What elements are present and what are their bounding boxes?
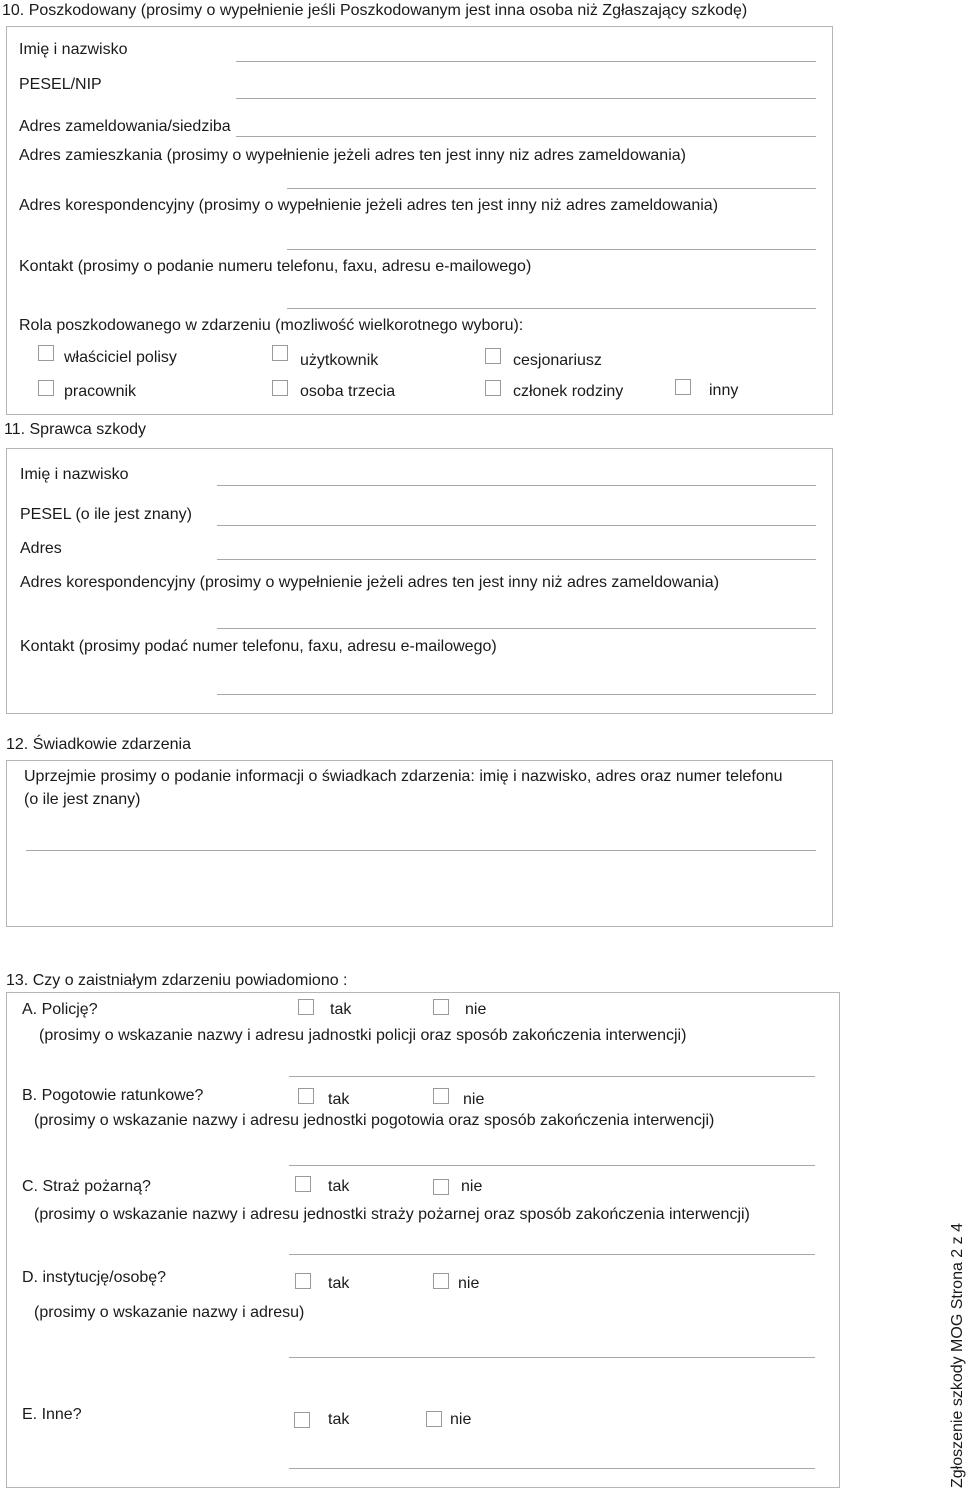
s10-corr-label: Adres korespondencyjny (prosimy o wypełnienie jeżeli adres ten jest inny niż adres zameldowania) [19,197,719,214]
s13-a-tak: tak [330,1001,352,1018]
section-13-box [6,992,840,1488]
opt-uzytkownik: użytkownik [300,352,379,369]
s13-c-note: (prosimy o wskazanie nazwy i adresu jednostki straży pożarnej oraz sposób zakończenia interwencji) [34,1206,750,1223]
s12-text-line1: Uprzejmie prosimy o podanie informacji o świadkach zdarzenia: imię i nazwisko, adres oraz numer telefonu [24,768,783,785]
checkbox-osoba-trzecia[interactable] [272,380,288,396]
opt-osoba-trzecia: osoba trzecia [300,383,396,400]
opt-cesjonariusz: cesjonariusz [513,352,602,369]
checkbox-inny[interactable] [675,379,691,395]
s13-e-field[interactable] [289,1468,815,1469]
s11-corr-field[interactable] [217,628,816,629]
s11-contact-field[interactable] [217,694,816,695]
s11-address-field[interactable] [217,559,816,560]
s10-residence-label: Adres zamieszkania (prosimy o wypełnienie jeżeli adres ten jest inny niz adres zameldowania) [19,147,686,164]
s13-e-tak: tak [328,1411,350,1428]
s10-role-label: Rola poszkodowanego w zdarzeniu (mozliwość wielkorotnego wyboru): [19,317,524,334]
checkbox-e-tak[interactable] [294,1412,310,1428]
s13-c-nie: nie [461,1178,483,1195]
s10-pesel-field[interactable] [236,98,816,99]
s13-d-label: D. instytucję/osobę? [22,1269,167,1286]
opt-inny: inny [709,382,739,399]
s10-contact-label: Kontakt (prosimy o podanie numeru telefonu, faxu, adresu e-mailowego) [19,258,532,275]
s13-d-nie: nie [458,1275,480,1292]
s10-pesel-label: PESEL/NIP [19,76,102,93]
s13-a-note: (prosimy o wskazanie nazwy i adresu jadnostki policji oraz sposób zakończenia interwencji) [39,1027,687,1044]
s10-contact-field[interactable] [287,308,816,309]
page-footer-vertical: Zgłoszenie szkody MOG Strona 2 z 4 [949,1223,966,1488]
s11-name-field[interactable] [217,485,816,486]
checkbox-uzytkownik[interactable] [272,345,288,361]
s13-d-tak: tak [328,1275,350,1292]
checkbox-pracownik[interactable] [38,380,54,396]
checkbox-c-tak[interactable] [295,1176,311,1192]
checkbox-a-nie[interactable] [433,999,449,1015]
s10-corr-field[interactable] [287,249,816,250]
s11-contact-label: Kontakt (prosimy podać numer telefonu, faxu, adresu e-mailowego) [20,638,497,655]
s10-name-label: Imię i nazwisko [19,41,128,58]
s11-pesel-label: PESEL (o ile jest znany) [20,506,192,523]
s10-address-label: Adres zameldowania/siedziba [19,118,231,135]
s11-address-label: Adres [20,540,62,557]
s13-b-field[interactable] [289,1165,815,1166]
s12-text-line2: (o ile jest znany) [24,791,141,808]
checkbox-b-tak[interactable] [298,1088,314,1104]
s13-d-note: (prosimy o wskazanie nazwy i adresu) [34,1304,305,1321]
section-11-title: 11. Sprawca szkody [4,421,146,438]
opt-pracownik: pracownik [64,383,137,400]
opt-czlonek-rodziny: członek rodziny [513,383,624,400]
section-12-title: 12. Świadkowie zdarzenia [6,736,191,753]
checkbox-a-tak[interactable] [298,999,314,1015]
s10-residence-field[interactable] [287,188,816,189]
s10-address-field[interactable] [236,136,816,137]
s13-b-nie: nie [463,1091,485,1108]
s11-corr-label: Adres korespondencyjny (prosimy o wypełnienie jeżeli adres ten jest inny niż adres zameldowania) [20,574,720,591]
s13-c-label: C. Straż pożarną? [22,1178,151,1195]
checkbox-wlasciciel-polisy[interactable] [38,345,54,361]
s13-e-nie: nie [450,1411,472,1428]
opt-wlasciciel-polisy: właściciel polisy [64,349,177,366]
s13-a-nie: nie [465,1001,487,1018]
s13-e-label: E. Inne? [22,1406,82,1423]
s13-a-label: A. Policję? [22,1001,98,1018]
section-13-title: 13. Czy o zaistniałym zdarzeniu powiadomiono : [6,972,348,989]
s13-a-field[interactable] [289,1076,815,1077]
section-10-title: 10. Poszkodowany (prosimy o wypełnienie jeśli Poszkodowanym jest inna osoba niż Zgłaszający szkodę) [2,2,748,19]
checkbox-d-tak[interactable] [295,1273,311,1289]
checkbox-c-nie[interactable] [433,1179,449,1195]
s13-d-field[interactable] [289,1357,815,1358]
s10-name-field[interactable] [236,61,816,62]
checkbox-d-nie[interactable] [433,1273,449,1289]
s13-c-field[interactable] [289,1254,815,1255]
s11-name-label: Imię i nazwisko [20,466,129,483]
s13-b-note: (prosimy o wskazanie nazwy i adresu jednostki pogotowia oraz sposób zakończenia interwencji) [34,1112,715,1129]
s11-pesel-field[interactable] [217,525,816,526]
checkbox-b-nie[interactable] [433,1088,449,1104]
checkbox-cesjonariusz[interactable] [485,348,501,364]
s13-c-tak: tak [328,1178,350,1195]
s12-witness-field[interactable] [26,850,816,851]
s13-b-tak: tak [328,1091,350,1108]
checkbox-czlonek-rodziny[interactable] [485,380,501,396]
s13-b-label: B. Pogotowie ratunkowe? [22,1087,204,1104]
checkbox-e-nie[interactable] [426,1411,442,1427]
